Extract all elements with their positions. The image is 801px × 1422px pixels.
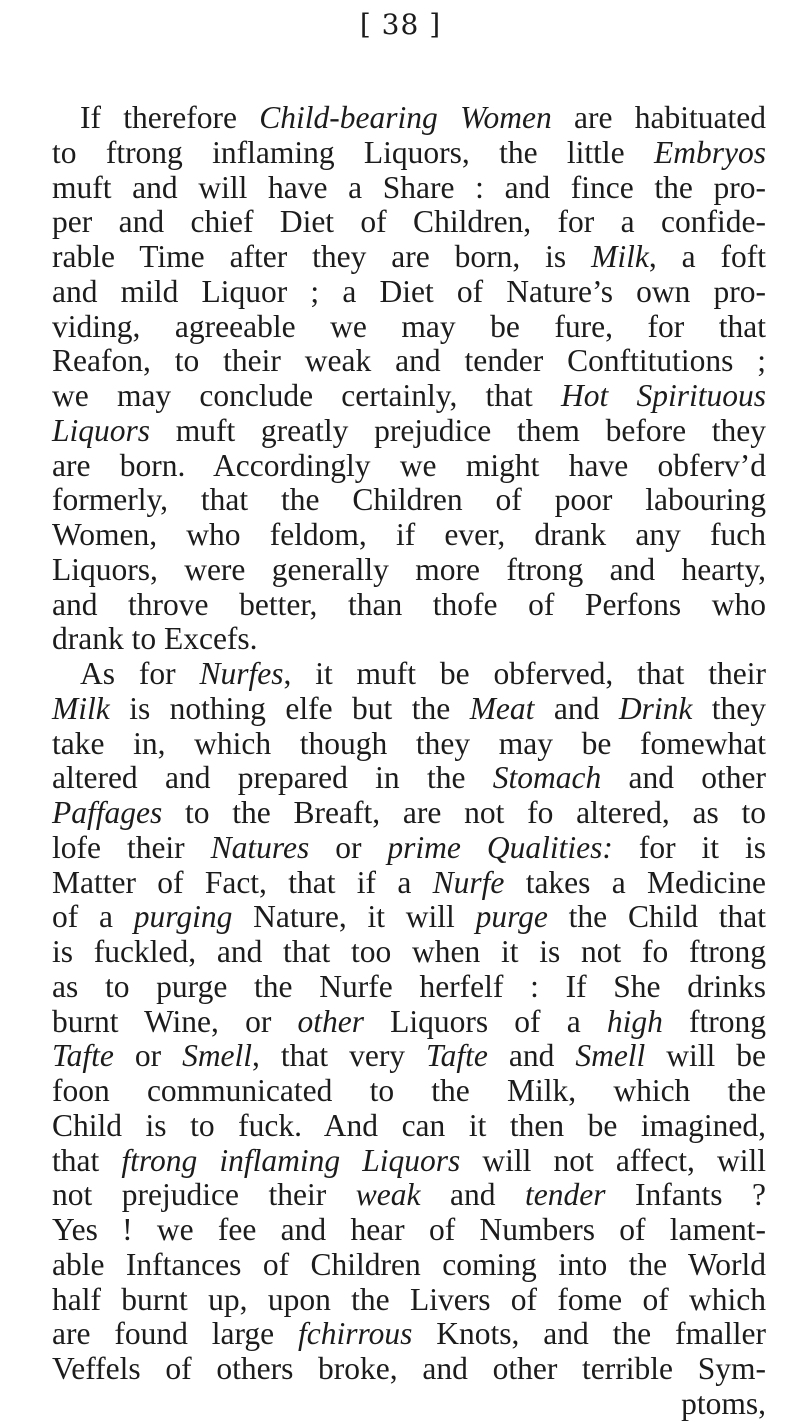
italic-text: weak — [355, 1177, 421, 1213]
italic-text: Smell — [182, 1038, 253, 1074]
text-line — [52, 1212, 766, 1248]
italic-text: Tafte — [426, 1038, 488, 1074]
italic-text: tender — [525, 1177, 606, 1213]
text-line — [52, 830, 766, 866]
italic-text: Tafte — [52, 1038, 114, 1074]
italic-text: other — [297, 1003, 364, 1039]
text-run: and other — [601, 760, 766, 796]
text-run: to the Breaft, are not fo altered, as to — [162, 795, 766, 830]
text-run: are habituated — [551, 100, 766, 135]
text-run: If therefore — [80, 100, 260, 135]
text-line — [52, 621, 766, 657]
text-line — [52, 1038, 766, 1074]
italic-text: Natures — [210, 829, 310, 865]
italic-text: Milk — [591, 239, 649, 274]
text-run: Reafon, to their weak and tender Conftitutions ; — [52, 343, 766, 379]
text-run: half burnt up, upon the Livers of fome of which — [52, 1281, 766, 1317]
text-run: foon communicated to the Milk, which the — [52, 1073, 766, 1108]
text-run: ptoms, — [681, 1385, 766, 1421]
text-run: is fuckled, and that too when it is not fo ftrong — [52, 934, 766, 969]
text-line — [52, 899, 766, 935]
text-line — [52, 1143, 766, 1179]
text-line — [52, 343, 766, 379]
text-run: burnt Wine, or — [52, 1003, 298, 1039]
text-run: and — [420, 1177, 526, 1213]
text-line — [52, 1108, 766, 1144]
text-line — [52, 760, 766, 796]
text-line — [52, 1282, 766, 1318]
text-run: will be — [645, 1038, 766, 1074]
italic-text: Meat — [469, 690, 535, 726]
text-line — [52, 1177, 766, 1213]
text-line — [52, 204, 766, 240]
italic-text: Nurfe — [432, 864, 505, 900]
text-line — [52, 1004, 766, 1040]
text-run: Veffels of others broke, and other terrible Sym- — [52, 1351, 766, 1386]
italic-text: Child-bearing Women — [259, 100, 552, 135]
text-run: as to purge the Nurfe herfelf : If She drinks — [52, 968, 766, 1004]
text-run: drank to Excefs. — [52, 621, 258, 657]
text-run: will not affect, will — [460, 1142, 766, 1178]
text-run: per and chief Diet of Children, for a confide- — [52, 204, 766, 240]
text-run: the Child that — [547, 899, 766, 935]
text-run: viding, agreeable we may be fure, for that — [52, 308, 766, 344]
text-run: is nothing elfe but the — [109, 690, 470, 726]
text-line — [52, 239, 766, 275]
text-line — [681, 1386, 766, 1422]
italic-text: Nurfes — [199, 656, 284, 691]
text-run: , that very — [252, 1038, 427, 1074]
italic-text: Milk — [52, 690, 110, 726]
italic-text: high — [606, 1003, 663, 1039]
text-run: muft greatly prejudice them before they — [150, 412, 766, 448]
italic-text: fchirrous — [298, 1316, 413, 1352]
text-line — [80, 100, 766, 136]
text-run: rable Time after they are born, is — [52, 239, 592, 274]
text-run: takes a Medicine — [504, 864, 766, 900]
text-run: not prejudice their — [52, 1177, 356, 1213]
text-line — [80, 656, 766, 692]
italic-text: Paffages — [52, 795, 163, 830]
text-run: of a — [52, 899, 134, 935]
text-run: As for — [80, 656, 200, 691]
text-run: are found large — [52, 1316, 299, 1352]
italic-text: purging — [133, 899, 233, 935]
text-line — [52, 1247, 766, 1283]
text-line — [52, 274, 766, 310]
text-line — [52, 691, 766, 727]
text-run: ftrong — [662, 1003, 767, 1039]
text-line — [52, 865, 766, 901]
text-line — [52, 1316, 766, 1352]
text-run: Nature, it will — [232, 899, 476, 935]
text-line — [52, 969, 766, 1005]
text-run: Liquors of a — [363, 1003, 607, 1039]
text-run: Matter of Fact, that if a — [52, 864, 433, 900]
italic-text: Stomach — [492, 760, 602, 796]
text-run: that — [52, 1142, 122, 1178]
text-line — [52, 482, 766, 518]
text-run: lofe their — [52, 829, 211, 865]
text-line — [52, 795, 766, 831]
text-run: Infants ? — [605, 1177, 767, 1213]
text-run: Liquors, were generally more ftrong and hearty, — [52, 551, 766, 587]
text-line — [52, 413, 766, 449]
italic-text: Drink — [618, 690, 693, 726]
text-run: to ftrong inflaming Liquors, the little — [52, 134, 654, 170]
text-line — [52, 517, 766, 553]
text-run: Child is to fuck. And can it then be imagined, — [52, 1107, 766, 1143]
text-run: or — [113, 1038, 183, 1074]
page-number: [ 38 ] — [359, 8, 442, 41]
text-run: and throve better, than thofe of Perfons who — [52, 586, 766, 622]
text-run: , a foft — [648, 239, 766, 274]
text-line — [52, 309, 766, 345]
text-run: they — [692, 690, 767, 726]
text-run: for it is — [612, 829, 766, 865]
italic-text: Embryos — [654, 134, 766, 170]
text-run: muft and will have a Share : and fince the pro- — [52, 169, 766, 205]
italic-text: purge — [475, 899, 548, 935]
text-run: and mild Liquor ; a Diet of Nature’s own pro- — [52, 273, 766, 309]
italic-text: Smell — [575, 1038, 646, 1074]
text-run: take in, which though they may be fomewhat — [52, 725, 766, 761]
text-line — [52, 170, 766, 206]
italic-text: Liquors — [52, 412, 151, 448]
text-line — [52, 378, 766, 414]
text-line — [52, 1073, 766, 1109]
text-run: able Inftances of Children coming into the World — [52, 1246, 766, 1282]
text-line — [52, 587, 766, 623]
text-run: we may conclude certainly, that — [52, 378, 561, 413]
text-run: are born. Accordingly we might have obferv’d — [52, 447, 766, 483]
text-run: , it muft be obferved, that their — [283, 656, 766, 691]
text-run: Knots, and the fmaller — [412, 1316, 767, 1352]
text-run: altered and prepared in the — [52, 760, 493, 796]
italic-text: Hot Spirituous — [561, 378, 766, 413]
text-run: and — [487, 1038, 576, 1074]
text-line — [52, 1351, 766, 1387]
text-line — [52, 934, 766, 970]
text-line — [52, 135, 766, 171]
text-run: and — [534, 690, 619, 726]
text-run: Women, who feldom, if ever, drank any fuch — [52, 517, 766, 552]
italic-text: ftrong inflaming Liquors — [121, 1142, 461, 1178]
text-run: formerly, that the Children of poor labouring — [52, 482, 766, 518]
text-line — [52, 726, 766, 762]
text-run: or — [309, 829, 388, 865]
text-run: Yes ! we fee and hear of Numbers of lament- — [52, 1212, 766, 1247]
text-line — [52, 552, 766, 588]
italic-text: prime Qualities: — [387, 829, 613, 865]
text-line — [52, 448, 766, 484]
